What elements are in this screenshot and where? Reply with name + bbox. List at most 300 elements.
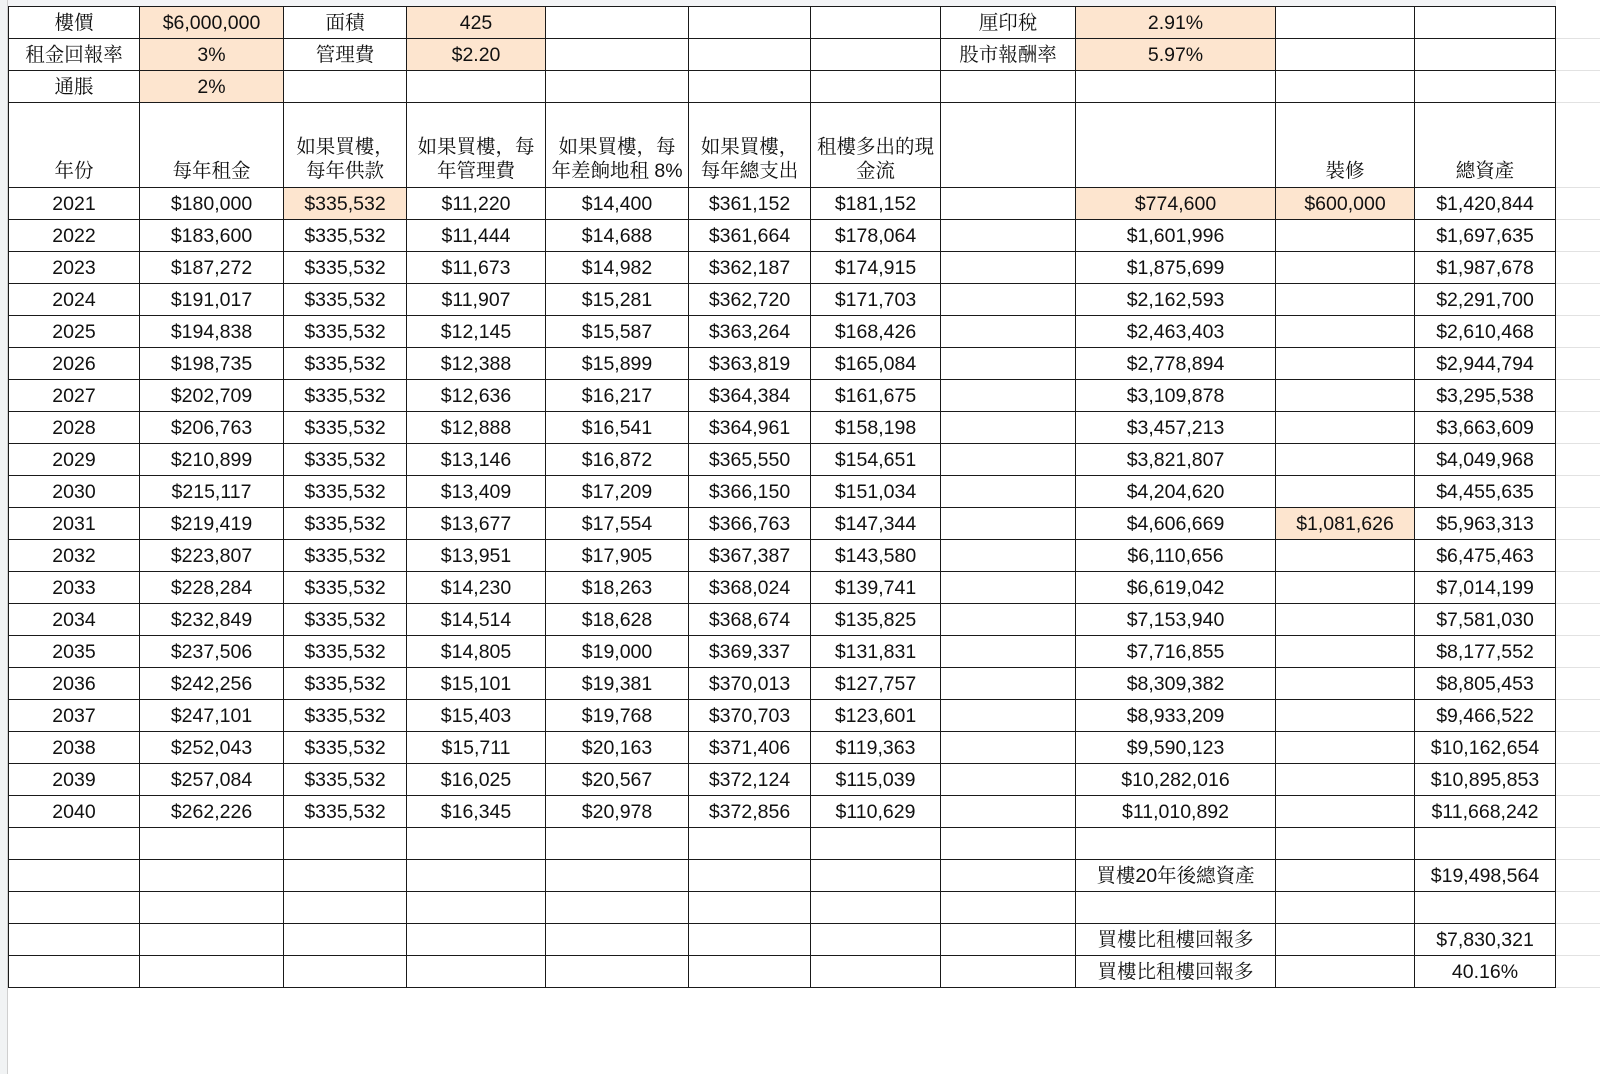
cell-empty[interactable] (546, 71, 689, 103)
cell-extra-cashflow[interactable]: $115,039 (811, 764, 941, 796)
cell-year[interactable]: 2038 (9, 732, 140, 764)
cell-extra-cashflow[interactable]: $147,344 (811, 508, 941, 540)
cell-mortgage[interactable]: $335,532 (284, 252, 407, 284)
cell-total-cost[interactable]: $361,664 (689, 220, 811, 252)
cell-empty[interactable] (407, 71, 546, 103)
cell-year[interactable]: 2027 (9, 380, 140, 412)
cell-label-mgmt-fee[interactable]: 管理費 (284, 39, 407, 71)
summary-label[interactable]: 買樓20年後總資產 (1076, 860, 1276, 892)
cell-mortgage[interactable]: $335,532 (284, 444, 407, 476)
cell-input-price[interactable]: $6,000,000 (140, 7, 284, 39)
cell-mortgage[interactable]: $335,532 (284, 316, 407, 348)
cell-annual-rent[interactable]: $206,763 (140, 412, 284, 444)
cell-rates[interactable]: $15,281 (546, 284, 689, 316)
cell-stock-value[interactable]: $11,010,892 (1076, 796, 1276, 828)
cell-mortgage[interactable]: $335,532 (284, 476, 407, 508)
cell-total-assets[interactable]: $2,291,700 (1415, 284, 1556, 316)
cell-mortgage[interactable]: $335,532 (284, 796, 407, 828)
cell-year[interactable]: 2030 (9, 476, 140, 508)
cell-empty[interactable] (1276, 7, 1415, 39)
cell-total-assets[interactable]: $4,049,968 (1415, 444, 1556, 476)
cell-empty[interactable] (546, 924, 689, 956)
cell-empty[interactable] (407, 860, 546, 892)
cell-total-assets[interactable]: $1,697,635 (1415, 220, 1556, 252)
cell-year[interactable]: 2032 (9, 540, 140, 572)
cell-total-assets[interactable]: $1,987,678 (1415, 252, 1556, 284)
cell-extra-cashflow[interactable]: $178,064 (811, 220, 941, 252)
cell-label-rent-yield[interactable]: 租金回報率 (9, 39, 140, 71)
cell-rates[interactable]: $18,263 (546, 572, 689, 604)
header-extra-cashflow[interactable]: 租樓多出的現金流 (811, 103, 941, 188)
cell-empty[interactable] (9, 956, 140, 988)
cell-empty[interactable] (811, 71, 941, 103)
cell-mgmt[interactable]: $14,514 (407, 604, 546, 636)
cell-renovation[interactable] (1276, 476, 1415, 508)
cell-empty[interactable] (941, 668, 1076, 700)
cell-empty[interactable] (941, 540, 1076, 572)
cell-renovation[interactable] (1276, 284, 1415, 316)
cell-mgmt[interactable]: $12,388 (407, 348, 546, 380)
cell-total-assets[interactable]: $5,963,313 (1415, 508, 1556, 540)
cell-empty[interactable] (689, 39, 811, 71)
cell-mgmt[interactable]: $12,636 (407, 380, 546, 412)
cell-rates[interactable]: $15,587 (546, 316, 689, 348)
cell-empty[interactable] (546, 7, 689, 39)
cell-total-cost[interactable]: $370,013 (689, 668, 811, 700)
cell-year[interactable]: 2039 (9, 764, 140, 796)
header-stock-value[interactable] (1076, 103, 1276, 188)
cell-empty[interactable] (941, 508, 1076, 540)
summary-label[interactable]: 買樓比租樓回報多 (1076, 956, 1276, 988)
cell-empty[interactable] (941, 71, 1076, 103)
cell-mgmt[interactable]: $15,711 (407, 732, 546, 764)
cell-mortgage[interactable]: $335,532 (284, 764, 407, 796)
cell-empty[interactable] (546, 892, 689, 924)
cell-year[interactable]: 2022 (9, 220, 140, 252)
cell-empty[interactable] (689, 828, 811, 860)
cell-mortgage[interactable]: $335,532 (284, 668, 407, 700)
cell-mortgage[interactable]: $335,532 (284, 380, 407, 412)
cell-mortgage[interactable]: $335,532 (284, 604, 407, 636)
cell-rates[interactable]: $19,381 (546, 668, 689, 700)
cell-empty[interactable] (546, 39, 689, 71)
cell-rates[interactable]: $19,768 (546, 700, 689, 732)
cell-input-mgmt-fee[interactable]: $2.20 (407, 39, 546, 71)
cell-annual-rent[interactable]: $183,600 (140, 220, 284, 252)
cell-year[interactable]: 2029 (9, 444, 140, 476)
cell-total-cost[interactable]: $369,337 (689, 636, 811, 668)
cell-total-assets[interactable]: $10,895,853 (1415, 764, 1556, 796)
cell-total-cost[interactable]: $364,384 (689, 380, 811, 412)
cell-total-cost[interactable]: $361,152 (689, 188, 811, 220)
cell-annual-rent[interactable]: $232,849 (140, 604, 284, 636)
cell-annual-rent[interactable]: $198,735 (140, 348, 284, 380)
cell-mgmt[interactable]: $12,888 (407, 412, 546, 444)
cell-extra-cashflow[interactable]: $161,675 (811, 380, 941, 412)
summary-label[interactable]: 買樓比租樓回報多 (1076, 924, 1276, 956)
cell-empty[interactable] (941, 732, 1076, 764)
cell-total-cost[interactable]: $362,720 (689, 284, 811, 316)
cell-input-rent-yield[interactable]: 3% (140, 39, 284, 71)
cell-total-assets[interactable]: $7,581,030 (1415, 604, 1556, 636)
header-rates[interactable]: 如果買樓，每年差餉地租 8% (546, 103, 689, 188)
cell-input-inflation[interactable]: 2% (140, 71, 284, 103)
cell-extra-cashflow[interactable]: $174,915 (811, 252, 941, 284)
cell-total-cost[interactable]: $372,856 (689, 796, 811, 828)
cell-annual-rent[interactable]: $237,506 (140, 636, 284, 668)
cell-mortgage[interactable]: $335,532 (284, 700, 407, 732)
cell-annual-rent[interactable]: $257,084 (140, 764, 284, 796)
cell-total-assets[interactable]: $3,295,538 (1415, 380, 1556, 412)
cell-empty[interactable] (9, 924, 140, 956)
cell-empty[interactable] (811, 7, 941, 39)
cell-total-cost[interactable]: $370,703 (689, 700, 811, 732)
cell-empty[interactable] (284, 71, 407, 103)
cell-year[interactable]: 2040 (9, 796, 140, 828)
cell-total-assets[interactable]: $10,162,654 (1415, 732, 1556, 764)
cell-total-cost[interactable]: $368,674 (689, 604, 811, 636)
cell-renovation[interactable] (1276, 220, 1415, 252)
cell-total-assets[interactable]: $9,466,522 (1415, 700, 1556, 732)
cell-mgmt[interactable]: $13,146 (407, 444, 546, 476)
cell-empty[interactable] (284, 956, 407, 988)
cell-renovation[interactable] (1276, 412, 1415, 444)
cell-empty[interactable] (1415, 7, 1556, 39)
cell-rates[interactable]: $19,000 (546, 636, 689, 668)
cell-total-assets[interactable]: $1,420,844 (1415, 188, 1556, 220)
cell-rates[interactable]: $14,400 (546, 188, 689, 220)
cell-stock-value[interactable]: $7,716,855 (1076, 636, 1276, 668)
cell-empty[interactable] (284, 924, 407, 956)
cell-total-cost[interactable]: $368,024 (689, 572, 811, 604)
cell-total-assets[interactable]: $3,663,609 (1415, 412, 1556, 444)
cell-empty[interactable] (1415, 39, 1556, 71)
cell-empty[interactable] (140, 892, 284, 924)
cell-mgmt[interactable]: $11,907 (407, 284, 546, 316)
cell-rates[interactable]: $17,905 (546, 540, 689, 572)
cell-stock-value[interactable]: $2,162,593 (1076, 284, 1276, 316)
cell-annual-rent[interactable]: $215,117 (140, 476, 284, 508)
cell-mortgage[interactable]: $335,532 (284, 540, 407, 572)
cell-empty[interactable] (941, 700, 1076, 732)
cell-empty[interactable] (140, 860, 284, 892)
cell-total-cost[interactable]: $362,187 (689, 252, 811, 284)
cell-rates[interactable]: $14,688 (546, 220, 689, 252)
summary-label[interactable] (1076, 828, 1276, 860)
cell-input-stamp-duty[interactable]: 2.91% (1076, 7, 1276, 39)
cell-annual-rent[interactable]: $194,838 (140, 316, 284, 348)
cell-total-cost[interactable]: $365,550 (689, 444, 811, 476)
header-total-assets[interactable]: 總資產 (1415, 103, 1556, 188)
cell-empty[interactable] (546, 956, 689, 988)
cell-year[interactable]: 2021 (9, 188, 140, 220)
header-mgmt[interactable]: 如果買樓，每年管理費 (407, 103, 546, 188)
cell-stock-value[interactable]: $4,204,620 (1076, 476, 1276, 508)
cell-renovation[interactable] (1276, 668, 1415, 700)
cell-renovation[interactable] (1276, 572, 1415, 604)
cell-empty[interactable] (941, 892, 1076, 924)
cell-year[interactable]: 2037 (9, 700, 140, 732)
cell-renovation[interactable] (1276, 636, 1415, 668)
cell-rates[interactable]: $16,541 (546, 412, 689, 444)
cell-empty[interactable] (1276, 39, 1415, 71)
cell-stock-value[interactable]: $10,282,016 (1076, 764, 1276, 796)
header-annual-rent[interactable]: 每年租金 (140, 103, 284, 188)
cell-empty[interactable] (407, 892, 546, 924)
cell-year[interactable]: 2024 (9, 284, 140, 316)
cell-total-cost[interactable]: $366,150 (689, 476, 811, 508)
cell-annual-rent[interactable]: $180,000 (140, 188, 284, 220)
cell-mortgage[interactable]: $335,532 (284, 636, 407, 668)
cell-renovation[interactable] (1276, 252, 1415, 284)
cell-stock-value[interactable]: $6,110,656 (1076, 540, 1276, 572)
cell-empty[interactable] (941, 956, 1076, 988)
cell-empty[interactable] (407, 828, 546, 860)
cell-year[interactable]: 2036 (9, 668, 140, 700)
cell-mortgage[interactable]: $335,532 (284, 188, 407, 220)
cell-total-cost[interactable]: $364,961 (689, 412, 811, 444)
cell-empty[interactable] (1276, 956, 1415, 988)
cell-stock-value[interactable]: $3,457,213 (1076, 412, 1276, 444)
cell-rates[interactable]: $18,628 (546, 604, 689, 636)
cell-rates[interactable]: $16,872 (546, 444, 689, 476)
cell-mgmt[interactable]: $16,345 (407, 796, 546, 828)
cell-empty[interactable] (9, 828, 140, 860)
summary-value[interactable]: $19,498,564 (1415, 860, 1556, 892)
cell-empty[interactable] (140, 956, 284, 988)
cell-renovation[interactable] (1276, 604, 1415, 636)
cell-empty[interactable] (941, 348, 1076, 380)
cell-annual-rent[interactable]: $223,807 (140, 540, 284, 572)
cell-rates[interactable]: $16,217 (546, 380, 689, 412)
header-blank[interactable] (941, 103, 1076, 188)
cell-empty[interactable] (1276, 892, 1415, 924)
cell-empty[interactable] (1276, 71, 1415, 103)
cell-label-inflation[interactable]: 通脹 (9, 71, 140, 103)
cell-empty[interactable] (941, 764, 1076, 796)
cell-empty[interactable] (941, 188, 1076, 220)
cell-empty[interactable] (140, 924, 284, 956)
cell-renovation[interactable] (1276, 380, 1415, 412)
cell-stock-value[interactable]: $2,463,403 (1076, 316, 1276, 348)
summary-label[interactable] (1076, 892, 1276, 924)
cell-input-area[interactable]: 425 (407, 7, 546, 39)
cell-rates[interactable]: $17,554 (546, 508, 689, 540)
cell-total-assets[interactable]: $8,177,552 (1415, 636, 1556, 668)
cell-total-assets[interactable]: $4,455,635 (1415, 476, 1556, 508)
cell-annual-rent[interactable]: $210,899 (140, 444, 284, 476)
cell-empty[interactable] (689, 956, 811, 988)
cell-extra-cashflow[interactable]: $143,580 (811, 540, 941, 572)
cell-empty[interactable] (284, 828, 407, 860)
cell-empty[interactable] (941, 476, 1076, 508)
cell-total-assets[interactable]: $7,014,199 (1415, 572, 1556, 604)
cell-extra-cashflow[interactable]: $168,426 (811, 316, 941, 348)
cell-mgmt[interactable]: $11,673 (407, 252, 546, 284)
cell-annual-rent[interactable]: $219,419 (140, 508, 284, 540)
cell-stock-value[interactable]: $1,601,996 (1076, 220, 1276, 252)
cell-empty[interactable] (941, 860, 1076, 892)
cell-stock-value[interactable]: $3,109,878 (1076, 380, 1276, 412)
cell-total-assets[interactable]: $6,475,463 (1415, 540, 1556, 572)
cell-renovation[interactable] (1276, 348, 1415, 380)
cell-empty[interactable] (9, 860, 140, 892)
cell-mgmt[interactable]: $12,145 (407, 316, 546, 348)
cell-mgmt[interactable]: $15,101 (407, 668, 546, 700)
cell-empty[interactable] (811, 924, 941, 956)
cell-year[interactable]: 2035 (9, 636, 140, 668)
cell-extra-cashflow[interactable]: $139,741 (811, 572, 941, 604)
summary-value[interactable]: $7,830,321 (1415, 924, 1556, 956)
cell-empty[interactable] (689, 7, 811, 39)
cell-empty[interactable] (1076, 71, 1276, 103)
cell-stock-value[interactable]: $8,933,209 (1076, 700, 1276, 732)
cell-renovation[interactable] (1276, 796, 1415, 828)
cell-total-assets[interactable]: $11,668,242 (1415, 796, 1556, 828)
cell-empty[interactable] (284, 892, 407, 924)
cell-empty[interactable] (1276, 924, 1415, 956)
cell-empty[interactable] (1276, 828, 1415, 860)
cell-extra-cashflow[interactable]: $171,703 (811, 284, 941, 316)
cell-empty[interactable] (941, 636, 1076, 668)
cell-extra-cashflow[interactable]: $131,831 (811, 636, 941, 668)
cell-empty[interactable] (941, 828, 1076, 860)
summary-value[interactable] (1415, 892, 1556, 924)
cell-mgmt[interactable]: $14,230 (407, 572, 546, 604)
cell-renovation[interactable] (1276, 444, 1415, 476)
cell-rates[interactable]: $20,567 (546, 764, 689, 796)
cell-mgmt[interactable]: $13,409 (407, 476, 546, 508)
cell-renovation[interactable] (1276, 540, 1415, 572)
cell-empty[interactable] (407, 956, 546, 988)
header-mortgage[interactable]: 如果買樓，每年供款 (284, 103, 407, 188)
cell-stock-value[interactable]: $4,606,669 (1076, 508, 1276, 540)
cell-total-cost[interactable]: $363,819 (689, 348, 811, 380)
cell-extra-cashflow[interactable]: $110,629 (811, 796, 941, 828)
cell-total-assets[interactable]: $8,805,453 (1415, 668, 1556, 700)
cell-mortgage[interactable]: $335,532 (284, 412, 407, 444)
cell-input-stock-return[interactable]: 5.97% (1076, 39, 1276, 71)
cell-empty[interactable] (941, 220, 1076, 252)
cell-empty[interactable] (407, 924, 546, 956)
cell-label-stock-return[interactable]: 股市報酬率 (941, 39, 1076, 71)
cell-total-cost[interactable]: $371,406 (689, 732, 811, 764)
cell-mortgage[interactable]: $335,532 (284, 348, 407, 380)
cell-total-cost[interactable]: $372,124 (689, 764, 811, 796)
cell-mgmt[interactable]: $11,444 (407, 220, 546, 252)
cell-empty[interactable] (941, 796, 1076, 828)
cell-renovation[interactable]: $600,000 (1276, 188, 1415, 220)
cell-extra-cashflow[interactable]: $151,034 (811, 476, 941, 508)
cell-mortgage[interactable]: $335,532 (284, 508, 407, 540)
cell-empty[interactable] (941, 604, 1076, 636)
cell-label-stamp-duty[interactable]: 厘印稅 (941, 7, 1076, 39)
cell-empty[interactable] (140, 828, 284, 860)
cell-empty[interactable] (941, 572, 1076, 604)
cell-annual-rent[interactable]: $242,256 (140, 668, 284, 700)
cell-empty[interactable] (546, 828, 689, 860)
cell-empty[interactable] (9, 892, 140, 924)
cell-renovation[interactable]: $1,081,626 (1276, 508, 1415, 540)
cell-stock-value[interactable]: $2,778,894 (1076, 348, 1276, 380)
cell-empty[interactable] (941, 316, 1076, 348)
cell-renovation[interactable] (1276, 764, 1415, 796)
summary-value[interactable] (1415, 828, 1556, 860)
cell-extra-cashflow[interactable]: $119,363 (811, 732, 941, 764)
cell-year[interactable]: 2026 (9, 348, 140, 380)
cell-empty[interactable] (941, 252, 1076, 284)
cell-extra-cashflow[interactable]: $154,651 (811, 444, 941, 476)
cell-mortgage[interactable]: $335,532 (284, 572, 407, 604)
cell-extra-cashflow[interactable]: $181,152 (811, 188, 941, 220)
cell-extra-cashflow[interactable]: $135,825 (811, 604, 941, 636)
cell-stock-value[interactable]: $9,590,123 (1076, 732, 1276, 764)
cell-empty[interactable] (811, 956, 941, 988)
cell-stock-value[interactable]: $1,875,699 (1076, 252, 1276, 284)
cell-rates[interactable]: $17,209 (546, 476, 689, 508)
cell-mortgage[interactable]: $335,532 (284, 284, 407, 316)
cell-extra-cashflow[interactable]: $127,757 (811, 668, 941, 700)
cell-empty[interactable] (941, 412, 1076, 444)
cell-annual-rent[interactable]: $247,101 (140, 700, 284, 732)
cell-label-price[interactable]: 樓價 (9, 7, 140, 39)
cell-mgmt[interactable]: $11,220 (407, 188, 546, 220)
cell-annual-rent[interactable]: $202,709 (140, 380, 284, 412)
cell-year[interactable]: 2034 (9, 604, 140, 636)
header-total-cost[interactable]: 如果買樓，每年總支出 (689, 103, 811, 188)
cell-mortgage[interactable]: $335,532 (284, 220, 407, 252)
cell-empty[interactable] (941, 380, 1076, 412)
header-year[interactable]: 年份 (9, 103, 140, 188)
header-renovation[interactable]: 裝修 (1276, 103, 1415, 188)
cell-empty[interactable] (811, 39, 941, 71)
cell-renovation[interactable] (1276, 700, 1415, 732)
cell-empty[interactable] (941, 444, 1076, 476)
cell-empty[interactable] (941, 284, 1076, 316)
cell-year[interactable]: 2033 (9, 572, 140, 604)
cell-empty[interactable] (284, 860, 407, 892)
cell-extra-cashflow[interactable]: $158,198 (811, 412, 941, 444)
cell-stock-value[interactable]: $8,309,382 (1076, 668, 1276, 700)
cell-empty[interactable] (1276, 860, 1415, 892)
cell-label-area[interactable]: 面積 (284, 7, 407, 39)
cell-renovation[interactable] (1276, 316, 1415, 348)
cell-extra-cashflow[interactable]: $123,601 (811, 700, 941, 732)
cell-empty[interactable] (811, 892, 941, 924)
cell-empty[interactable] (689, 71, 811, 103)
cell-rates[interactable]: $20,163 (546, 732, 689, 764)
cell-empty[interactable] (689, 892, 811, 924)
cell-total-assets[interactable]: $2,944,794 (1415, 348, 1556, 380)
cell-mgmt[interactable]: $15,403 (407, 700, 546, 732)
cell-empty[interactable] (689, 924, 811, 956)
cell-extra-cashflow[interactable]: $165,084 (811, 348, 941, 380)
cell-empty[interactable] (941, 924, 1076, 956)
cell-stock-value[interactable]: $6,619,042 (1076, 572, 1276, 604)
cell-mgmt[interactable]: $13,951 (407, 540, 546, 572)
summary-value[interactable]: 40.16% (1415, 956, 1556, 988)
cell-empty[interactable] (811, 860, 941, 892)
cell-rates[interactable]: $14,982 (546, 252, 689, 284)
cell-annual-rent[interactable]: $262,226 (140, 796, 284, 828)
cell-mgmt[interactable]: $14,805 (407, 636, 546, 668)
cell-mgmt[interactable]: $13,677 (407, 508, 546, 540)
cell-rates[interactable]: $15,899 (546, 348, 689, 380)
cell-year[interactable]: 2023 (9, 252, 140, 284)
cell-year[interactable]: 2031 (9, 508, 140, 540)
cell-total-cost[interactable]: $366,763 (689, 508, 811, 540)
cell-empty[interactable] (546, 860, 689, 892)
